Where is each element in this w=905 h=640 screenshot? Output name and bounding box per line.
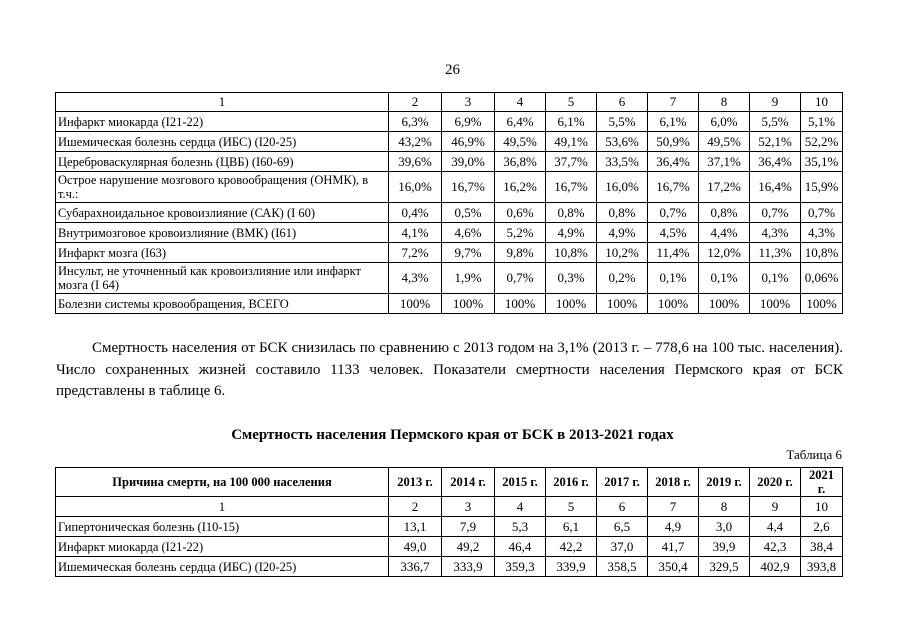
- causes-share-table: [55, 92, 843, 314]
- column-number: 5: [546, 93, 597, 112]
- cause-cell: Внутримозговое кровоизлияние (ВМК) (I61): [56, 223, 389, 243]
- value-cell: 33,5%: [597, 152, 648, 172]
- column-number: 10: [801, 497, 843, 517]
- column-number: 10: [801, 93, 843, 112]
- value-cell: 0,4%: [389, 203, 442, 223]
- value-cell: 16,7%: [442, 172, 495, 203]
- table-row: [56, 152, 843, 172]
- value-cell: 100%: [389, 294, 442, 314]
- value-cell: 39,0%: [442, 152, 495, 172]
- value-cell: 37,7%: [546, 152, 597, 172]
- value-cell: 50,9%: [648, 132, 699, 152]
- value-cell: 402,9: [750, 557, 801, 577]
- value-cell: 6,4%: [495, 112, 546, 132]
- value-cell: 16,7%: [546, 172, 597, 203]
- value-cell: 6,1%: [648, 112, 699, 132]
- value-cell: 6,1%: [546, 112, 597, 132]
- value-cell: 11,3%: [750, 243, 801, 263]
- table-row: [56, 203, 843, 223]
- value-cell: 100%: [699, 294, 750, 314]
- page-number: 26: [445, 62, 460, 78]
- value-cell: 0,2%: [597, 263, 648, 294]
- column-number: 7: [648, 93, 699, 112]
- value-cell: 339,9: [546, 557, 597, 577]
- value-cell: 3,0: [699, 517, 750, 537]
- value-cell: 6,1: [546, 517, 597, 537]
- column-number: 2: [389, 93, 442, 112]
- value-cell: 336,7: [389, 557, 442, 577]
- value-cell: 1,9%: [442, 263, 495, 294]
- value-cell: 13,1: [389, 517, 442, 537]
- value-cell: 49,1%: [546, 132, 597, 152]
- value-cell: 37,0: [597, 537, 648, 557]
- value-cell: 52,2%: [801, 132, 843, 152]
- cause-cell: Инфаркт мозга (I63): [56, 243, 389, 263]
- value-cell: 39,6%: [389, 152, 442, 172]
- column-number: 2: [389, 497, 442, 517]
- column-number: 7: [648, 497, 699, 517]
- column-number: 6: [597, 93, 648, 112]
- value-cell: 49,5%: [699, 132, 750, 152]
- column-number: 1: [56, 497, 389, 517]
- value-cell: 10,2%: [597, 243, 648, 263]
- value-cell: 0,8%: [699, 203, 750, 223]
- table-row: [56, 223, 843, 243]
- value-cell: 0,3%: [546, 263, 597, 294]
- value-cell: 4,9: [648, 517, 699, 537]
- value-cell: 4,9%: [597, 223, 648, 243]
- cause-cell: Гипертоническая болезнь (I10-15): [56, 517, 389, 537]
- paragraph-text: Смертность населения от БСК снизилась по сравнению с 2013 годом на 3,1% (2013 г. – 778,6 на 100 тыс. населения). Число сохраненных жизней составило 1133 человек. Показатели смертности населения Пермского края от БСК представлены в таблице 6.: [56, 340, 843, 399]
- value-cell: 100%: [648, 294, 699, 314]
- value-cell: 16,0%: [597, 172, 648, 203]
- column-title: Причина смерти, на 100 000 населения: [56, 468, 389, 497]
- year-header: 2020 г.: [750, 468, 801, 497]
- table-row: [56, 557, 843, 577]
- value-cell: 100%: [546, 294, 597, 314]
- value-cell: 0,6%: [495, 203, 546, 223]
- value-cell: 6,3%: [389, 112, 442, 132]
- year-header: 2021 г.: [801, 468, 843, 497]
- value-cell: 52,1%: [750, 132, 801, 152]
- value-cell: 0,8%: [597, 203, 648, 223]
- value-cell: 0,7%: [801, 203, 843, 223]
- column-numbers-row: [56, 497, 843, 517]
- value-cell: 100%: [442, 294, 495, 314]
- year-header: 2013 г.: [389, 468, 442, 497]
- value-cell: 49,5%: [495, 132, 546, 152]
- value-cell: 10,8%: [801, 243, 843, 263]
- value-cell: 0,7%: [750, 203, 801, 223]
- value-cell: 35,1%: [801, 152, 843, 172]
- value-cell: 16,4%: [750, 172, 801, 203]
- table-header-row: [56, 93, 843, 112]
- table-row: [56, 517, 843, 537]
- value-cell: 4,1%: [389, 223, 442, 243]
- value-cell: 4,3%: [801, 223, 843, 243]
- value-cell: 4,6%: [442, 223, 495, 243]
- value-cell: 6,5: [597, 517, 648, 537]
- value-cell: 5,3: [495, 517, 546, 537]
- value-cell: 36,4%: [750, 152, 801, 172]
- value-cell: 15,9%: [801, 172, 843, 203]
- value-cell: 358,5: [597, 557, 648, 577]
- column-number: 8: [699, 93, 750, 112]
- value-cell: 100%: [597, 294, 648, 314]
- year-header: 2014 г.: [442, 468, 495, 497]
- column-number: 5: [546, 497, 597, 517]
- value-cell: 0,8%: [546, 203, 597, 223]
- value-cell: 42,2: [546, 537, 597, 557]
- year-header: 2017 г.: [597, 468, 648, 497]
- value-cell: 49,0: [389, 537, 442, 557]
- value-cell: 329,5: [699, 557, 750, 577]
- value-cell: 100%: [495, 294, 546, 314]
- value-cell: 2,6: [801, 517, 843, 537]
- value-cell: 9,8%: [495, 243, 546, 263]
- column-number: 8: [699, 497, 750, 517]
- value-cell: 0,7%: [648, 203, 699, 223]
- value-cell: 5,2%: [495, 223, 546, 243]
- value-cell: 46,9%: [442, 132, 495, 152]
- value-cell: 0,1%: [750, 263, 801, 294]
- column-number: 4: [495, 497, 546, 517]
- year-header: 2019 г.: [699, 468, 750, 497]
- value-cell: 0,1%: [699, 263, 750, 294]
- value-cell: 5,5%: [750, 112, 801, 132]
- body-paragraph: [56, 338, 843, 403]
- value-cell: 36,4%: [648, 152, 699, 172]
- value-cell: 100%: [801, 294, 843, 314]
- value-cell: 7,9: [442, 517, 495, 537]
- value-cell: 53,6%: [597, 132, 648, 152]
- table-row: [56, 537, 843, 557]
- table-heading: Смертность населения Пермского края от БСК в 2013-2021 годах: [231, 427, 674, 443]
- cause-cell: Инсульт, не уточненный как кровоизлияние или инфаркт мозга (I 64): [56, 263, 389, 294]
- value-cell: 333,9: [442, 557, 495, 577]
- value-cell: 350,4: [648, 557, 699, 577]
- value-cell: 100%: [750, 294, 801, 314]
- value-cell: 0,5%: [442, 203, 495, 223]
- cause-cell: Цереброваскулярная болезнь (ЦВБ) (I60-69): [56, 152, 389, 172]
- cause-cell: Ишемическая болезнь сердца (ИБС) (I20-25): [56, 132, 389, 152]
- value-cell: 4,4: [750, 517, 801, 537]
- table-row: [56, 132, 843, 152]
- value-cell: 16,7%: [648, 172, 699, 203]
- table-row: [56, 172, 843, 203]
- value-cell: 4,4%: [699, 223, 750, 243]
- value-cell: 359,3: [495, 557, 546, 577]
- cause-cell: Болезни системы кровообращения, ВСЕГО: [56, 294, 389, 314]
- value-cell: 46,4: [495, 537, 546, 557]
- mortality-table: [55, 467, 843, 577]
- value-cell: 7,2%: [389, 243, 442, 263]
- column-number: 9: [750, 497, 801, 517]
- table-row: [56, 294, 843, 314]
- cause-cell: Субарахноидальное кровоизлияние (САК) (I 60): [56, 203, 389, 223]
- cause-cell: Острое нарушение мозгового кровообращения (ОНМК), в т.ч.:: [56, 172, 389, 203]
- value-cell: 4,3%: [389, 263, 442, 294]
- value-cell: 5,1%: [801, 112, 843, 132]
- value-cell: 36,8%: [495, 152, 546, 172]
- year-header: 2018 г.: [648, 468, 699, 497]
- column-number: 4: [495, 93, 546, 112]
- value-cell: 0,7%: [495, 263, 546, 294]
- value-cell: 16,2%: [495, 172, 546, 203]
- table-label: Таблица 6: [786, 447, 842, 462]
- value-cell: 6,0%: [699, 112, 750, 132]
- cause-cell: Инфаркт миокарда (I21-22): [56, 537, 389, 557]
- value-cell: 393,8: [801, 557, 843, 577]
- value-cell: 0,1%: [648, 263, 699, 294]
- table-row: [56, 112, 843, 132]
- value-cell: 37,1%: [699, 152, 750, 172]
- column-number: 3: [442, 93, 495, 112]
- value-cell: 10,8%: [546, 243, 597, 263]
- value-cell: 38,4: [801, 537, 843, 557]
- column-number: 3: [442, 497, 495, 517]
- column-number: 9: [750, 93, 801, 112]
- value-cell: 12,0%: [699, 243, 750, 263]
- value-cell: 5,5%: [597, 112, 648, 132]
- value-cell: 39,9: [699, 537, 750, 557]
- cause-cell: Инфаркт миокарда (I21-22): [56, 112, 389, 132]
- table-row: [56, 263, 843, 294]
- value-cell: 4,9%: [546, 223, 597, 243]
- value-cell: 9,7%: [442, 243, 495, 263]
- value-cell: 4,3%: [750, 223, 801, 243]
- value-cell: 43,2%: [389, 132, 442, 152]
- cause-cell: Ишемическая болезнь сердца (ИБС) (I20-25): [56, 557, 389, 577]
- value-cell: 41,7: [648, 537, 699, 557]
- value-cell: 42,3: [750, 537, 801, 557]
- year-header: 2015 г.: [495, 468, 546, 497]
- table-header-row: [56, 468, 843, 497]
- value-cell: 0,06%: [801, 263, 843, 294]
- table-row: [56, 243, 843, 263]
- value-cell: 16,0%: [389, 172, 442, 203]
- value-cell: 17,2%: [699, 172, 750, 203]
- column-number: 1: [56, 93, 389, 112]
- value-cell: 11,4%: [648, 243, 699, 263]
- value-cell: 6,9%: [442, 112, 495, 132]
- column-number: 6: [597, 497, 648, 517]
- value-cell: 4,5%: [648, 223, 699, 243]
- year-header: 2016 г.: [546, 468, 597, 497]
- value-cell: 49,2: [442, 537, 495, 557]
